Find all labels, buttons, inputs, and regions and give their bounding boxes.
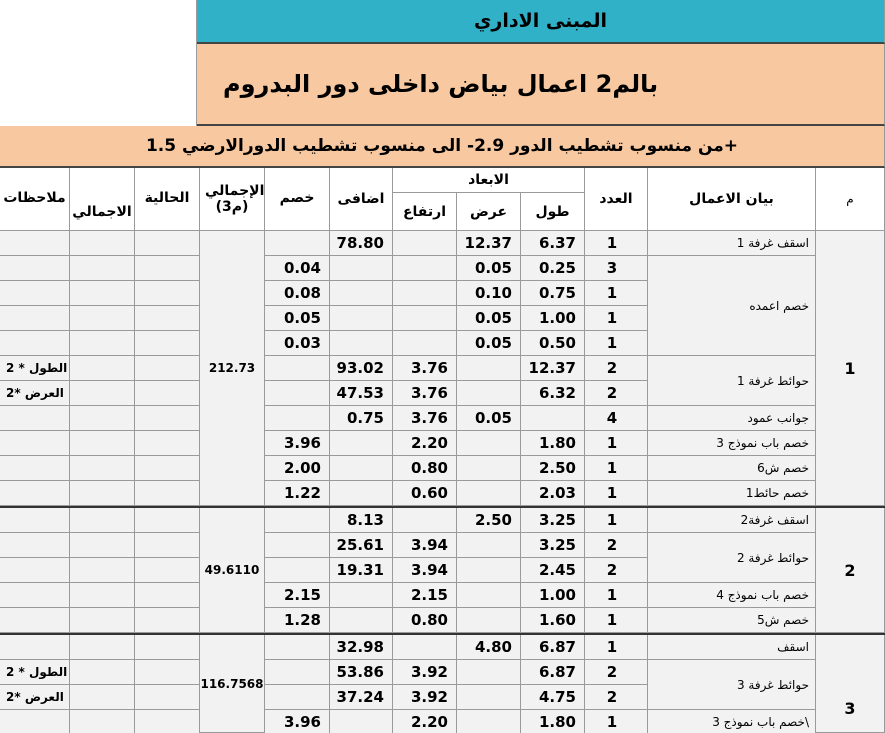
- cell-length[interactable]: 0.25: [521, 256, 585, 281]
- cell-length[interactable]: 4.75: [521, 685, 585, 710]
- cell-deduct[interactable]: 3.96: [265, 431, 330, 456]
- cell-deduct[interactable]: 0.05: [265, 306, 330, 331]
- cell-deduct[interactable]: [265, 406, 330, 431]
- cell-notes[interactable]: [0, 231, 70, 256]
- cell-width[interactable]: [457, 685, 521, 710]
- cell-length[interactable]: 6.87: [521, 660, 585, 685]
- cell-count[interactable]: 2: [585, 685, 648, 710]
- cell-add[interactable]: 47.53: [330, 381, 393, 406]
- item-label: خصم ش5: [648, 608, 816, 633]
- cell-current[interactable]: [135, 481, 200, 506]
- cell-length[interactable]: 0.75: [521, 281, 585, 306]
- cell-notes[interactable]: [0, 406, 70, 431]
- item-label: اسقف غرفة 1: [648, 231, 816, 256]
- cell-width[interactable]: [457, 583, 521, 608]
- cell-length[interactable]: 6.37: [521, 231, 585, 256]
- cell-length[interactable]: 3.25: [521, 508, 585, 533]
- cell-count[interactable]: 2: [585, 381, 648, 406]
- cell-length[interactable]: 1.00: [521, 583, 585, 608]
- cell-total[interactable]: [70, 406, 135, 431]
- cell-width[interactable]: [457, 558, 521, 583]
- cell-deduct[interactable]: 3.96: [265, 710, 330, 733]
- cell-current[interactable]: [135, 508, 200, 533]
- cell-width[interactable]: [457, 431, 521, 456]
- cell-length[interactable]: 6.32: [521, 381, 585, 406]
- cell-deduct[interactable]: 1.28: [265, 608, 330, 633]
- header-item: بيان الاعمال: [648, 168, 816, 231]
- work-title: بالم2 اعمال بياض داخلى دور البدروم: [197, 44, 885, 126]
- item-label: اسقف: [648, 635, 816, 660]
- cell-length[interactable]: 1.60: [521, 608, 585, 633]
- cell-current[interactable]: [135, 685, 200, 710]
- cell-deduct[interactable]: [265, 660, 330, 685]
- item-label: خصم باب نموذج 3: [648, 431, 816, 456]
- cell-width[interactable]: [457, 456, 521, 481]
- header-count: العدد: [585, 168, 648, 231]
- cell-current[interactable]: [135, 558, 200, 583]
- cell-height[interactable]: [393, 256, 457, 281]
- cell-count[interactable]: 2: [585, 533, 648, 558]
- cell-length[interactable]: 1.80: [521, 431, 585, 456]
- header-length: طول: [521, 193, 585, 231]
- group-total-2: 49.6110: [200, 508, 265, 633]
- item-label: خصم باب نموذج 4: [648, 583, 816, 608]
- cell-total[interactable]: [70, 356, 135, 381]
- cell-notes[interactable]: [0, 710, 70, 733]
- cell-length[interactable]: 2.03: [521, 481, 585, 506]
- cell-deduct[interactable]: 0.08: [265, 281, 330, 306]
- cell-total[interactable]: [70, 710, 135, 733]
- cell-total[interactable]: [70, 306, 135, 331]
- cell-add[interactable]: [330, 256, 393, 281]
- cell-deduct[interactable]: [265, 381, 330, 406]
- cell-total[interactable]: [70, 281, 135, 306]
- cell-length[interactable]: 1.00: [521, 306, 585, 331]
- header-total: الاجمالي: [70, 168, 135, 231]
- cell-height[interactable]: 0.80: [393, 608, 457, 633]
- item-label: حوائط غرفة 2: [648, 533, 816, 583]
- header-deduct: خصم: [265, 168, 330, 231]
- header-notes: ملاحظات: [0, 168, 70, 231]
- header-total-m3: [200, 168, 265, 231]
- cell-total[interactable]: [70, 456, 135, 481]
- cell-current[interactable]: [135, 635, 200, 660]
- cell-height[interactable]: 2.20: [393, 710, 457, 733]
- cell-deduct[interactable]: 0.04: [265, 256, 330, 281]
- cell-length[interactable]: 1.80: [521, 710, 585, 733]
- cell-deduct[interactable]: 0.03: [265, 331, 330, 356]
- cell-add[interactable]: [330, 331, 393, 356]
- cell-width[interactable]: [457, 660, 521, 685]
- cell-width[interactable]: [457, 381, 521, 406]
- item-label: خصم حائط1: [648, 481, 816, 506]
- cell-current[interactable]: [135, 533, 200, 558]
- cell-length[interactable]: 12.37: [521, 356, 585, 381]
- cell-length[interactable]: 6.87: [521, 635, 585, 660]
- cell-width[interactable]: 12.37: [457, 231, 521, 256]
- cell-height[interactable]: 2.15: [393, 583, 457, 608]
- cell-count[interactable]: 1: [585, 710, 648, 733]
- cell-deduct[interactable]: 2.15: [265, 583, 330, 608]
- cell-height[interactable]: [393, 306, 457, 331]
- cell-total[interactable]: [70, 508, 135, 533]
- cell-width[interactable]: 0.05: [457, 406, 521, 431]
- item-label: خصم اعمده: [648, 256, 816, 356]
- cell-add[interactable]: 8.13: [330, 508, 393, 533]
- cell-add[interactable]: 19.31: [330, 558, 393, 583]
- cell-width[interactable]: [457, 710, 521, 733]
- cell-count[interactable]: 1: [585, 583, 648, 608]
- cell-count[interactable]: 1: [585, 608, 648, 633]
- group-index-3: 3: [816, 635, 885, 733]
- cell-notes[interactable]: [0, 331, 70, 356]
- cell-total[interactable]: [70, 608, 135, 633]
- cell-count[interactable]: 2: [585, 558, 648, 583]
- cell-height[interactable]: [393, 635, 457, 660]
- cell-total[interactable]: [70, 256, 135, 281]
- cell-deduct[interactable]: 2.00: [265, 456, 330, 481]
- cell-current[interactable]: [135, 406, 200, 431]
- cell-count[interactable]: 1: [585, 331, 648, 356]
- cell-width[interactable]: [457, 356, 521, 381]
- cell-count[interactable]: 1: [585, 456, 648, 481]
- cell-height[interactable]: 0.60: [393, 481, 457, 506]
- cell-add[interactable]: 32.98: [330, 635, 393, 660]
- level-note: من منسوب تشطيب الدور 2.9- الى منسوب تشطيب الدورالارضي 1.5+: [0, 126, 885, 168]
- cell-add[interactable]: [330, 710, 393, 733]
- header-dimensions: الابعاد: [393, 168, 585, 193]
- cell-length[interactable]: [521, 406, 585, 431]
- header-width: عرض: [457, 193, 521, 231]
- item-label: اسقف غرفة2: [648, 508, 816, 533]
- cell-count[interactable]: 1: [585, 635, 648, 660]
- cell-current[interactable]: [135, 710, 200, 733]
- cell-total[interactable]: [70, 583, 135, 608]
- item-label: خصم باب نموذج 3\: [648, 710, 816, 733]
- cell-deduct[interactable]: [265, 231, 330, 256]
- cell-total[interactable]: [70, 431, 135, 456]
- cell-deduct[interactable]: [265, 356, 330, 381]
- header-current: الحالية: [135, 168, 200, 231]
- cell-width[interactable]: 0.05: [457, 331, 521, 356]
- cell-current[interactable]: [135, 231, 200, 256]
- cell-length[interactable]: 0.50: [521, 331, 585, 356]
- cell-notes[interactable]: [0, 306, 70, 331]
- cell-current[interactable]: [135, 356, 200, 381]
- cell-add[interactable]: 0.75: [330, 406, 393, 431]
- cell-deduct[interactable]: [265, 685, 330, 710]
- cell-current[interactable]: [135, 660, 200, 685]
- cell-count[interactable]: 1: [585, 481, 648, 506]
- cell-count[interactable]: 2: [585, 660, 648, 685]
- cell-add[interactable]: [330, 608, 393, 633]
- cell-deduct[interactable]: [265, 635, 330, 660]
- header-index: م: [816, 168, 885, 231]
- cell-total[interactable]: [70, 685, 135, 710]
- cell-total[interactable]: [70, 558, 135, 583]
- cell-add[interactable]: [330, 583, 393, 608]
- cell-notes[interactable]: [0, 431, 70, 456]
- cell-width[interactable]: [457, 533, 521, 558]
- cell-current[interactable]: [135, 431, 200, 456]
- cell-width[interactable]: 0.05: [457, 256, 521, 281]
- cell-add[interactable]: 37.24: [330, 685, 393, 710]
- item-label: جوانب عمود: [648, 406, 816, 431]
- cell-width[interactable]: 0.10: [457, 281, 521, 306]
- cell-height[interactable]: [393, 331, 457, 356]
- cell-add[interactable]: [330, 481, 393, 506]
- group-index-2: 2: [816, 508, 885, 633]
- cell-notes[interactable]: الطول * 2: [0, 356, 70, 381]
- cell-current[interactable]: [135, 256, 200, 281]
- cell-notes[interactable]: [0, 281, 70, 306]
- header-height: ارتفاع: [393, 193, 457, 231]
- cell-width[interactable]: 0.05: [457, 306, 521, 331]
- cell-count[interactable]: 1: [585, 306, 648, 331]
- cell-notes[interactable]: [0, 456, 70, 481]
- cell-notes[interactable]: الطول * 2: [0, 660, 70, 685]
- cell-notes[interactable]: [0, 608, 70, 633]
- cell-total[interactable]: [70, 660, 135, 685]
- cell-add[interactable]: 53.86: [330, 660, 393, 685]
- cell-count[interactable]: 3: [585, 256, 648, 281]
- cell-total[interactable]: [70, 635, 135, 660]
- header-add: اضافى: [330, 168, 393, 231]
- cell-height[interactable]: 3.92: [393, 685, 457, 710]
- cell-height[interactable]: 3.76: [393, 356, 457, 381]
- cell-width[interactable]: 2.50: [457, 508, 521, 533]
- cell-notes[interactable]: [0, 508, 70, 533]
- cell-add[interactable]: 78.80: [330, 231, 393, 256]
- cell-width[interactable]: 4.80: [457, 635, 521, 660]
- cell-current[interactable]: [135, 456, 200, 481]
- cell-height[interactable]: 3.92: [393, 660, 457, 685]
- cell-notes[interactable]: [0, 256, 70, 281]
- cell-count[interactable]: 1: [585, 431, 648, 456]
- cell-length[interactable]: 2.50: [521, 456, 585, 481]
- cell-deduct[interactable]: 1.22: [265, 481, 330, 506]
- cell-current[interactable]: [135, 306, 200, 331]
- cell-add[interactable]: [330, 281, 393, 306]
- header-total-m3-text: الإجمالي (م3): [205, 183, 265, 215]
- cell-current[interactable]: [135, 381, 200, 406]
- cell-current[interactable]: [135, 608, 200, 633]
- cell-total[interactable]: [70, 481, 135, 506]
- cell-current[interactable]: [135, 281, 200, 306]
- cell-length[interactable]: 3.25: [521, 533, 585, 558]
- cell-add[interactable]: [330, 306, 393, 331]
- cell-notes[interactable]: العرض *2: [0, 685, 70, 710]
- cell-height[interactable]: 3.94: [393, 558, 457, 583]
- item-label: حوائط غرفة 3: [648, 660, 816, 710]
- cell-deduct[interactable]: [265, 533, 330, 558]
- cell-notes[interactable]: [0, 533, 70, 558]
- cell-count[interactable]: 2: [585, 356, 648, 381]
- cell-height[interactable]: 0.80: [393, 456, 457, 481]
- cell-height[interactable]: 2.20: [393, 431, 457, 456]
- sheet-title: المبنى الاداري: [197, 0, 885, 44]
- cell-total[interactable]: [70, 381, 135, 406]
- cell-height[interactable]: 3.94: [393, 533, 457, 558]
- cell-count[interactable]: 1: [585, 508, 648, 533]
- cell-height[interactable]: [393, 231, 457, 256]
- cell-total[interactable]: [70, 331, 135, 356]
- cell-notes[interactable]: [0, 481, 70, 506]
- cell-height[interactable]: [393, 508, 457, 533]
- cell-total[interactable]: [70, 533, 135, 558]
- cell-deduct[interactable]: [265, 508, 330, 533]
- cell-height[interactable]: 3.76: [393, 406, 457, 431]
- cell-notes[interactable]: العرض *2: [0, 381, 70, 406]
- cell-add[interactable]: 25.61: [330, 533, 393, 558]
- cell-total[interactable]: [70, 231, 135, 256]
- cell-add[interactable]: [330, 431, 393, 456]
- cell-height[interactable]: [393, 281, 457, 306]
- cell-current[interactable]: [135, 583, 200, 608]
- cell-count[interactable]: 4: [585, 406, 648, 431]
- cell-notes[interactable]: [0, 635, 70, 660]
- group-index-1: 1: [816, 231, 885, 506]
- group-total-1: 212.73: [200, 231, 265, 506]
- item-label: خصم ش6: [648, 456, 816, 481]
- cell-notes[interactable]: [0, 583, 70, 608]
- cell-count[interactable]: 1: [585, 281, 648, 306]
- item-label: حوائط غرفة 1: [648, 356, 816, 406]
- cell-add[interactable]: [330, 456, 393, 481]
- cell-width[interactable]: [457, 608, 521, 633]
- cell-notes[interactable]: [0, 558, 70, 583]
- group-total-3: 116.7568: [200, 635, 265, 733]
- cell-height[interactable]: 3.76: [393, 381, 457, 406]
- cell-add[interactable]: 93.02: [330, 356, 393, 381]
- cell-count[interactable]: 1: [585, 231, 648, 256]
- cell-length[interactable]: 2.45: [521, 558, 585, 583]
- cell-width[interactable]: [457, 481, 521, 506]
- cell-current[interactable]: [135, 331, 200, 356]
- cell-deduct[interactable]: [265, 558, 330, 583]
